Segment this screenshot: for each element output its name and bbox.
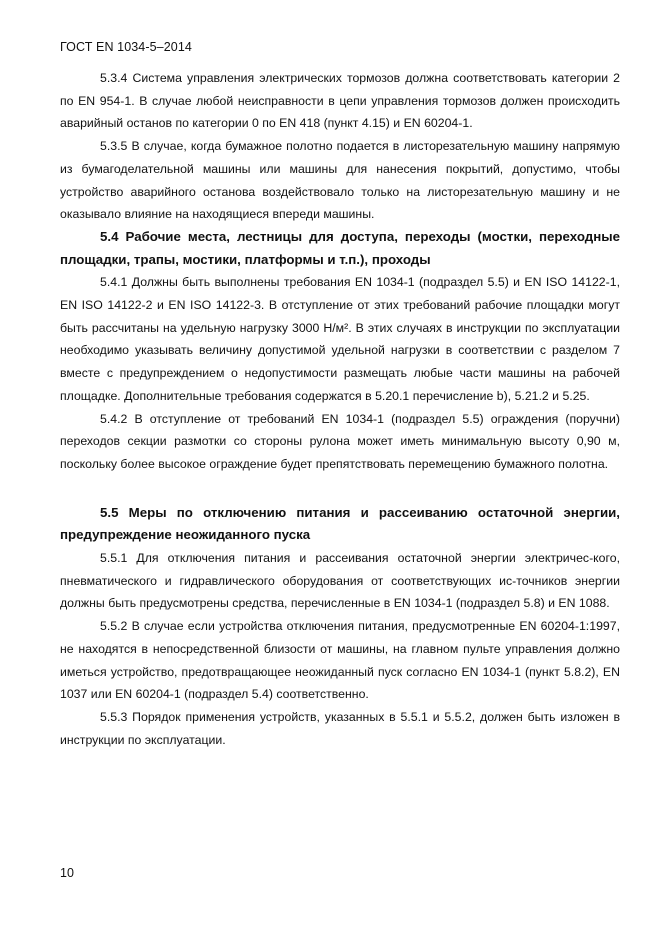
paragraph-5-5-2: 5.5.2 В случае если устройства отключения питания, предусмотренные EN 60204-1:1997, не находятся в непосредственной близости от машины, на главном пульте управления должно иметься устройство, предотвращающее неожиданный пуск согласно EN 1034-1 (пункт 5.8.2), EN 1037 или EN 60204-1 (подраздел 5.4) соответственно.	[60, 619, 620, 702]
heading-5-5: 5.5 Меры по отключению питания и рассеиванию остаточной энергии, предупреждение неожиданного пуска	[60, 504, 620, 543]
paragraph-5-3-5: 5.3.5 В случае, когда бумажное полотно подается в листорезательную машину напрямую из бумагоделательной машины или машины для нанесения покрытий, допустимо, чтобы устройство аварийного останова воздействовало только на листорезательную машину и не оказывало влияние на находящиеся впереди машины.	[60, 139, 620, 222]
paragraph-5-4-1: 5.4.1 Должны быть выполнены требования EN 1034-1 (подраздел 5.5) и EN ISO 14122-1, EN ISO 14122-2 и EN ISO 14122-3. В отступление от этих требований рабочие площадки могут быть рассчитаны на удельную нагрузку 3000 Н/м². В этих случаях в инструкции по эксплуатации необходимо указывать величину допустимой удельной нагрузки в соответствии с разделом 7 вместе с предупреждением о недопустимости размещать любые части машины на рабочей площадке. Дополнительные требования содержатся в 5.20.1 перечисление b), 5.21.2 и 5.25.	[60, 275, 620, 403]
section-spacer	[60, 476, 620, 502]
paragraph-5-5-1: 5.5.1 Для отключения питания и рассеивания остаточной энергии электричес-кого, пневматического и гидравлического оборудования от соответствующих ис-точников энергии должны быть предусмотрены средства, перечисленные в EN 1034-1 (подраздел 5.8) и EN 1088.	[60, 551, 620, 611]
page-number: 10	[60, 866, 74, 880]
paragraph-5-4-2: 5.4.2 В отступление от требований EN 1034-1 (подраздел 5.5) ограждения (поручни) переходов секции размотки со стороны рулона может иметь минимальную высоту 0,90 м, поскольку более высокое ограждение будет препятствовать перемещению бумажного полотна.	[60, 411, 620, 471]
document-body	[60, 67, 620, 751]
heading-5-4: 5.4 Рабочие места, лестницы для доступа, переходы (мостки, переходные площадки, трапы, мостики, платформы и т.п.), проходы	[60, 228, 620, 267]
document-header: ГОСТ EN 1034-5–2014	[60, 40, 192, 54]
paragraph-5-3-4: 5.3.4 Система управления электрических тормозов должна соответствовать категории 2 по EN 954-1. В случае любой неисправности в цепи управления тормозов должен происходить аварийный останов по категории 0 по EN 418 (пункт 4.15) и EN 60204-1.	[60, 71, 620, 131]
paragraph-5-5-3: 5.5.3 Порядок применения устройств, указанных в 5.5.1 и 5.5.2, должен быть изложен в инструкции по эксплуатации.	[60, 709, 620, 747]
